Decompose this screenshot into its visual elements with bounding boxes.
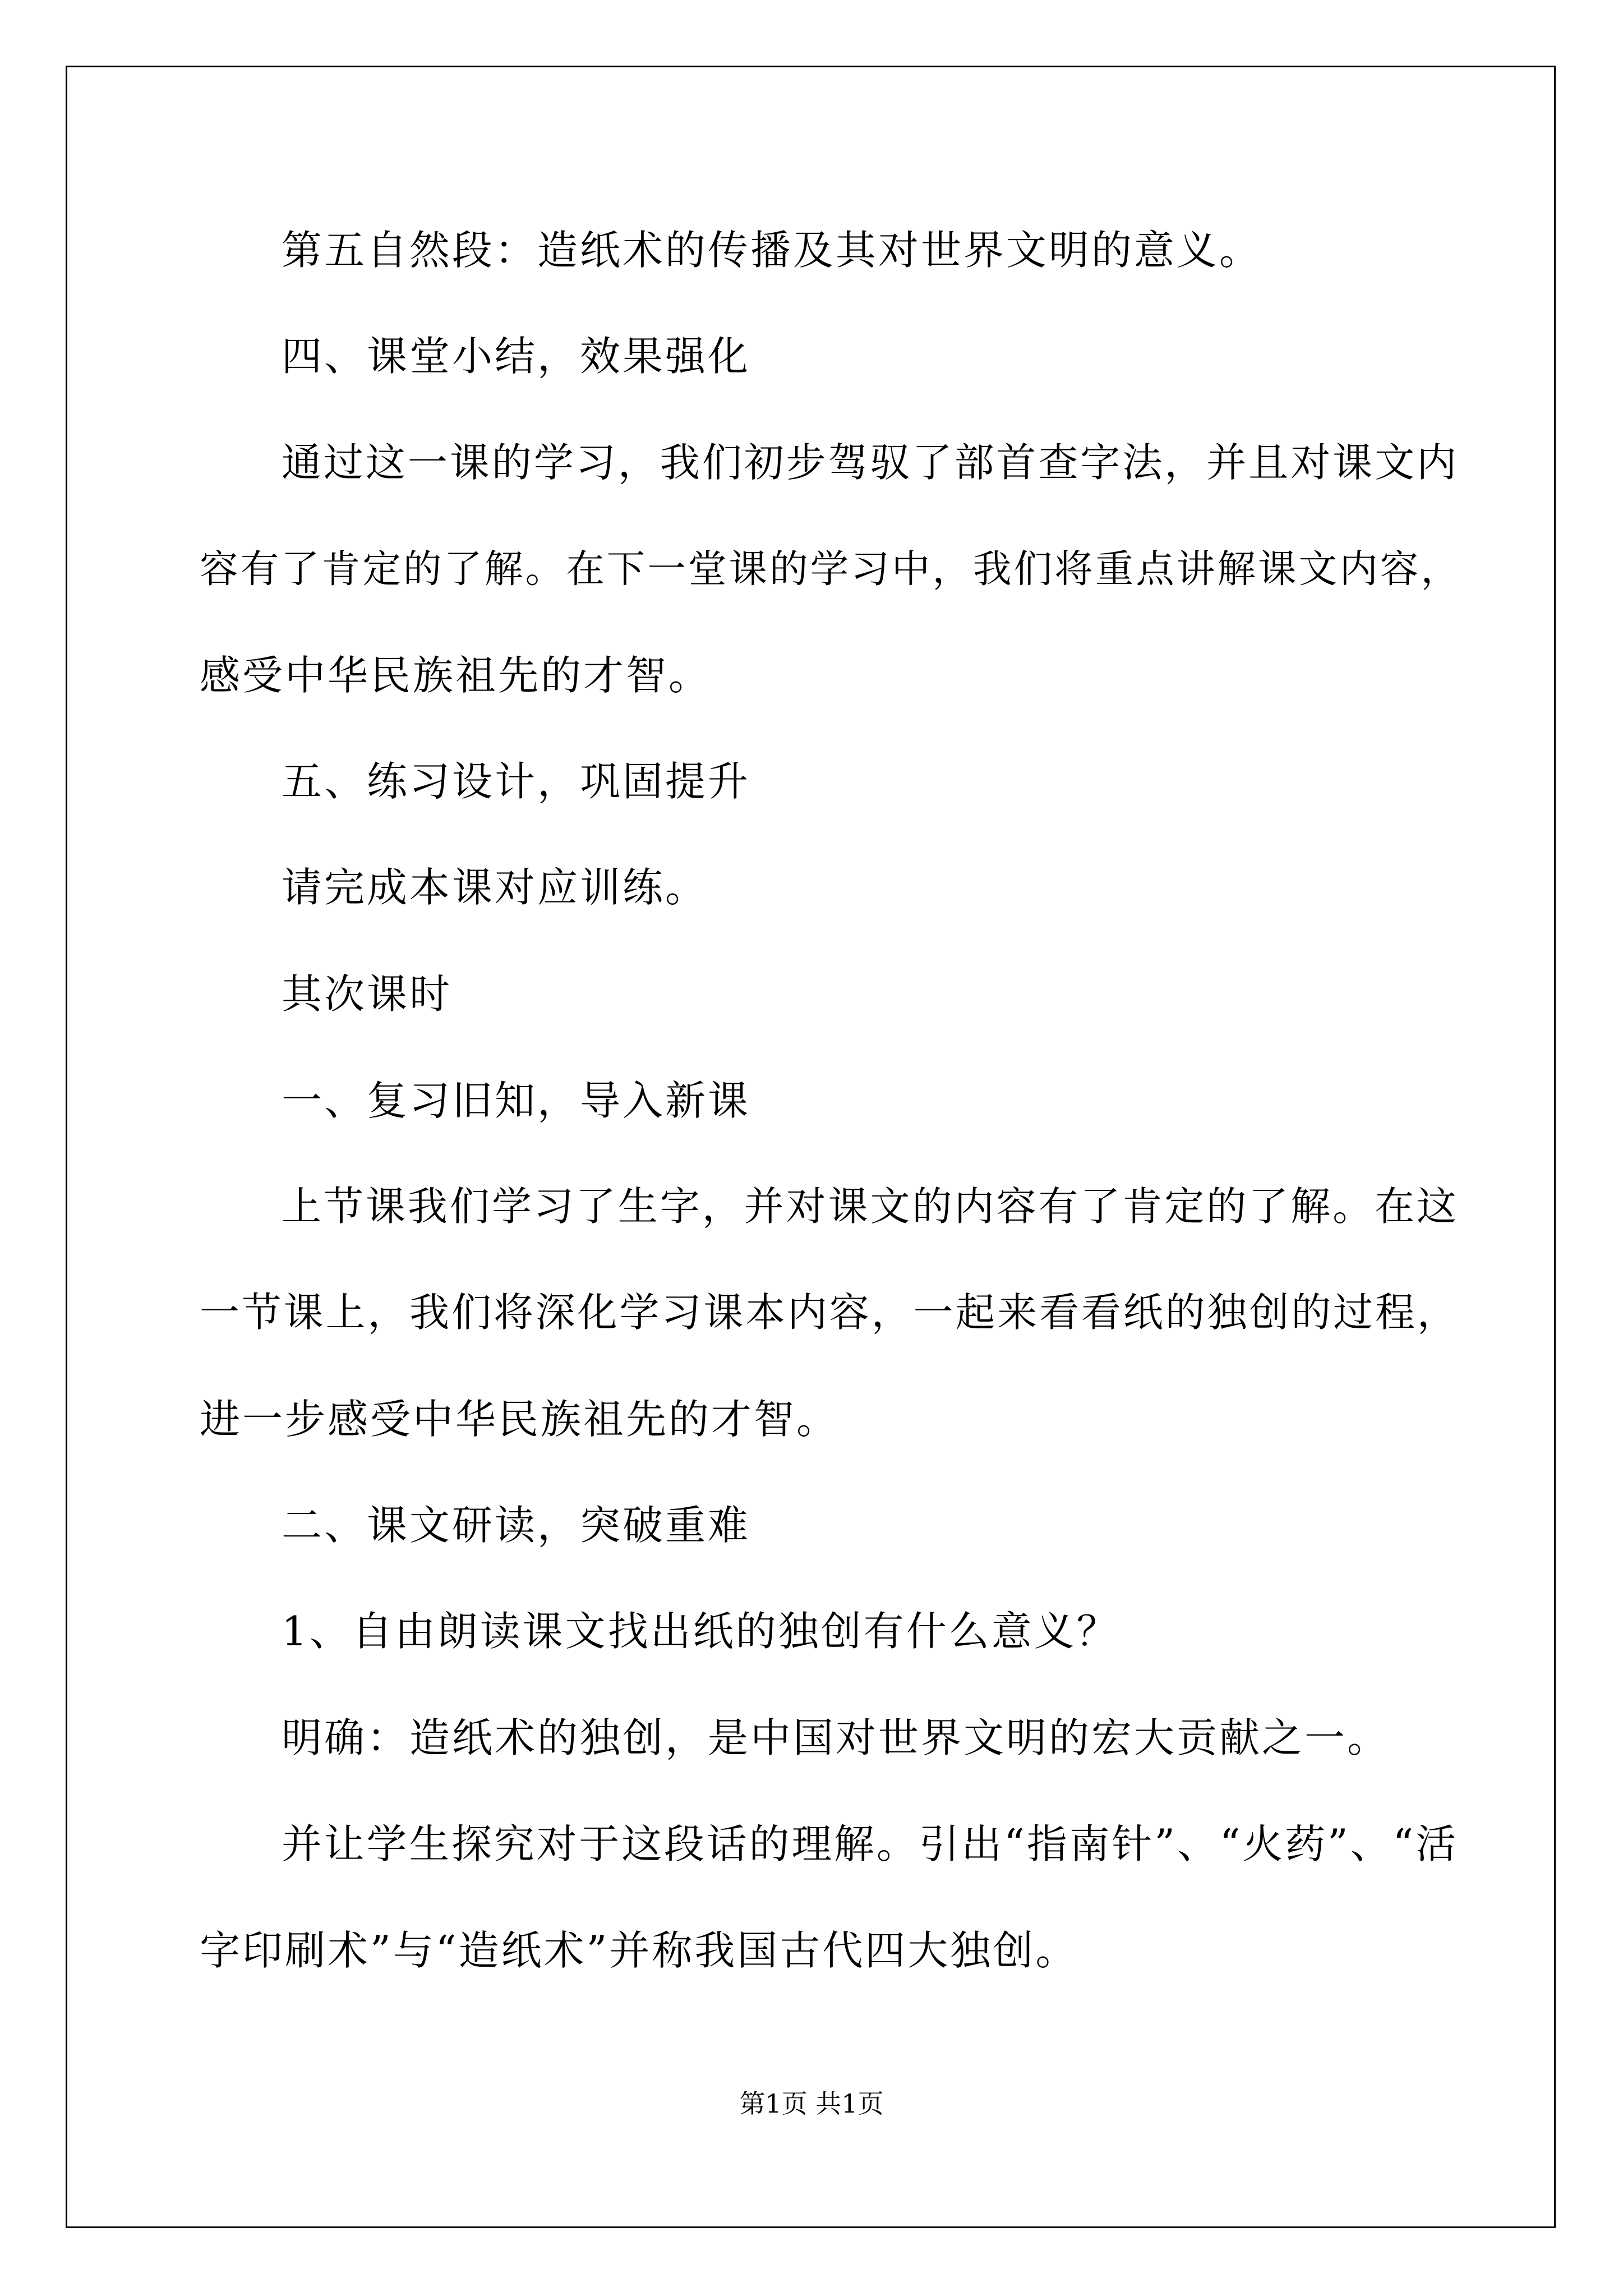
line-10: 上节课我们学习了生字，并对课文的内容有了肯定的了解。在这: [282, 1183, 1459, 1230]
line-11: 一节课上，我们将深化学习课本内容，一起来看看纸的独创的过程，: [200, 1289, 1459, 1336]
line-1: 第五自然段：造纸术的传播及其对世界文明的意义。: [282, 227, 1262, 274]
page-border: [66, 66, 1556, 2228]
line-5: 感受中华民族祖先的才智。: [200, 652, 712, 699]
page-footer: 第1页 共1页: [739, 2088, 884, 2119]
line-13: 二、课文研读，突破重难: [282, 1502, 751, 1549]
line-12: 进一步感受中华民族祖先的才智。: [200, 1396, 840, 1443]
line-3: 通过这一课的学习，我们初步驾驭了部首查字法，并且对课文内: [282, 439, 1459, 486]
line-15: 明确：造纸术的独创，是中国对世界文明的宏大贡献之一。: [282, 1714, 1390, 1761]
line-4: 容有了肯定的了解。在下一堂课的学习中，我们将重点讲解课文内容，: [200, 547, 1461, 592]
line-8: 其次课时: [282, 970, 453, 1018]
line-17: 字印刷术”与“造纸术”并称我国古代四大独创。: [200, 1927, 1078, 1974]
line-2: 四、课堂小结，效果强化: [282, 333, 751, 380]
line-9: 一、复习旧知，导入新课: [282, 1077, 751, 1124]
line-14: 1、自由朗读课文找出纸的独创有什么意义？: [282, 1608, 1119, 1655]
line-7: 请完成本课对应训练。: [282, 864, 708, 911]
line-6: 五、练习设计，巩固提升: [282, 758, 751, 805]
line-16: 并让学生探究对于这段话的理解。引出“指南针”、“火药”、“活: [282, 1820, 1459, 1867]
